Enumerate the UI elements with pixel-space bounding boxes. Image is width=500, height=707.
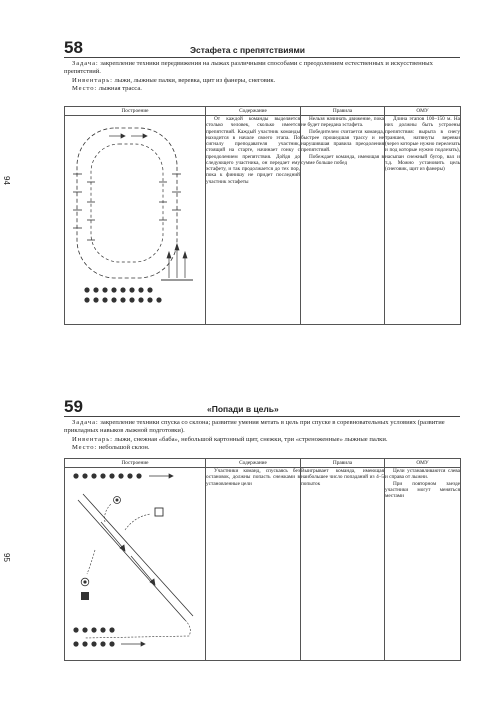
header-content: Содержание — [206, 107, 301, 116]
inventory-text: лыжи, снежная «баба», небольшой картонный щит, снежки, три «стреноженные» лыжные палки. — [114, 435, 388, 443]
exercise-table — [64, 106, 461, 325]
place-label: Место: — [72, 85, 98, 93]
inventory-label: Инвентарь: — [72, 435, 113, 443]
header-formation: Построение — [65, 107, 206, 116]
rules-cell — [301, 116, 385, 325]
side-page-number: 95 — [2, 553, 11, 562]
header-omu: ОМУ — [385, 107, 461, 116]
omu-paragraph: Цели устанавливаются слева и справа от лыжни. — [385, 468, 460, 481]
place-text: небольшой склон. — [98, 444, 150, 452]
task-label: Задача: — [72, 419, 99, 426]
exercise-meta — [64, 60, 460, 94]
rules-paragraph: Победителем считается команда, быстрее прошедшая трассу и не нарушившая правила преодоления препятствий. — [301, 128, 384, 154]
formation-cell — [65, 116, 206, 325]
exercise-number: 58 — [64, 38, 83, 57]
relay-track-diagram — [65, 116, 205, 319]
omu-paragraph: Длина этапов 100–150 м. На них должны быть устроены препятствия: вырыта в снегу траншея, натянуты веревки (через которые нужно перелезать и под которые нужно подлезать), насыпан снежный бугор, вал и т.д. Можно установить цель (снеговик, щит из фанеры) — [385, 116, 460, 172]
inventory-label: Инвентарь: — [72, 76, 113, 84]
exercise-meta — [64, 419, 460, 453]
exercise-number: 59 — [64, 397, 83, 416]
header-formation: Построение — [65, 459, 206, 468]
omu-paragraph: При повторном заезде участники могут меняться местами — [385, 480, 460, 499]
header-rules: Правила — [301, 107, 385, 116]
rules-paragraph: Выигрывает команда, имеющая наибольшее число попаданий из 4–5 попыток — [301, 468, 384, 487]
slope-target-diagram — [65, 468, 205, 655]
content-cell — [206, 116, 301, 325]
content-cell — [206, 468, 301, 661]
exercise-table — [64, 458, 461, 661]
task-text: закрепление техники передвижения на лыжах различными способами с преодолением естественных и искусственных препятствий. — [64, 60, 433, 76]
content-paragraph: Участники команд, спускаясь без остановок, должны попасть снежками в установленные цели — [206, 468, 300, 487]
header-omu: ОМУ — [385, 459, 461, 468]
title-rule — [64, 57, 460, 58]
inventory-text: лыжи, лыжные палки, веревка, щит из фанеры, снеговик. — [114, 76, 276, 84]
omu-cell — [385, 468, 461, 661]
rules-cell — [301, 468, 385, 661]
content-paragraph: От каждой команды выделяется столько человек, сколько имеется препятствий. Каждый участник команды находится в начале своего этапа. По сигналу преподавателя участник, стоящий на старте, начинает гонку с преодолением препятствия. Дойдя до следующего участника, он передает ему эстафету, и так продолжается до тех пор, пока к финишу не придет последний участник эстафеты — [206, 116, 300, 185]
side-page-number: 94 — [2, 176, 11, 185]
place-label: Место: — [72, 444, 98, 452]
rules-paragraph: Побеждает команда, имеющая в сумме больше побед — [301, 153, 384, 166]
exercise-title: Эстафета с препятствиями — [190, 45, 305, 55]
task-text: закрепление техники спуска со склона; развитие умения метать в цель при спуске в соревновательных условиях (развитие прикладных навыков лыжной подготовки). — [64, 419, 445, 435]
place-text: лыжная трасса. — [98, 85, 142, 93]
formation-cell — [65, 468, 206, 661]
exercise-title: «Попади в цель» — [207, 404, 279, 414]
task-label: Задача: — [72, 60, 99, 67]
rules-paragraph: Нельзя начинать движение, пока не будет передана эстафета. — [301, 116, 384, 129]
header-content: Содержание — [206, 459, 301, 468]
omu-cell — [385, 116, 461, 325]
title-rule — [64, 416, 460, 417]
header-rules: Правила — [301, 459, 385, 468]
